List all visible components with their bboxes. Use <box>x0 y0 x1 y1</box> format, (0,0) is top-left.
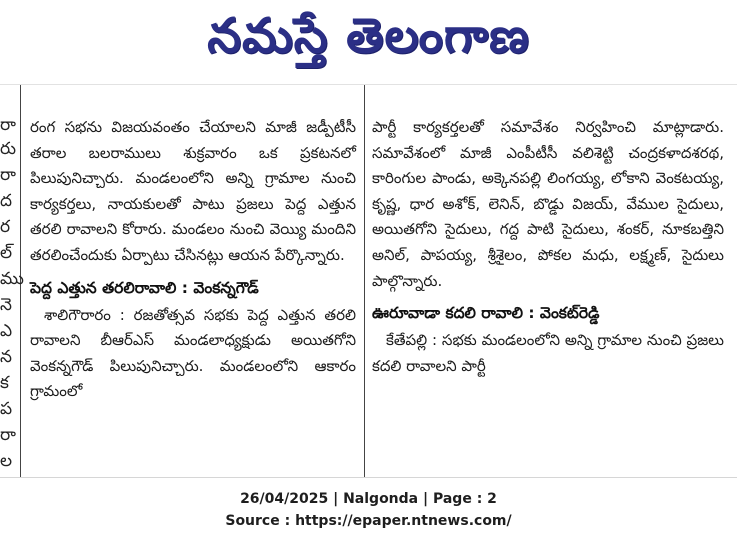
newspaper-title: నమస్తే తెలంగాణ <box>207 8 530 64</box>
edge-fragment: రా <box>0 165 16 185</box>
edge-fragment: ద <box>0 191 13 211</box>
edge-fragment: క <box>0 373 9 393</box>
left-paragraph-2: శాలిగౌరారం : రజతోత్సవ సభకు పెద్ద ఎత్తున తరలి రావాలని బీఆర్ఎస్ మండలాధ్యక్షుడు అయితగోని వెంకన్నగౌడ్ పిలుపునిచ్చారు. మండలంలోని ఆకారం గ్రామంలో <box>30 305 356 401</box>
source-line: Source : https://epaper.ntnews.com/ <box>225 513 512 529</box>
edge-fragment: రా <box>0 425 16 445</box>
right-paragraph-1: పార్టీ కార్యకర్తలతో సమావేశం నిర్వహించి మాట్లాడారు. సమావేశంలో మాజీ ఎంపీటీసీ వలిశెట్టి చంద్రకళాదశరథ, కారింగుల పాండు, అక్కెనపల్లి లింగయ్య, లోకాని వెంకటయ్య, కృష్ణ, ధార అశోక్, లెనిన్, బొడ్డు విజయ్, వేముల సైదులు, అయితగోని సైదులు, గద్ద పాటి సైదులు, శంకర్, నూకబత్తిని అనిల్, పాపయ్య, శ్రీశైలం, పోకల మధు, లక్ష్మణ్, సైదులు పాల్గొన్నారు. <box>372 118 724 290</box>
middle-column-rule <box>364 85 365 477</box>
right-paragraph-2: కేతేపల్లి : సభకు మండలంలోని అన్ని గ్రామాల నుంచి ప్రజలు కదలి రావాలని పార్టీ <box>372 331 724 375</box>
article-clipping <box>0 84 737 478</box>
left-edge-fragments <box>0 85 24 477</box>
right-column <box>372 85 724 477</box>
right-subheading: ఊరూవాడా కదలి రావాలి : వెంకట్‌రెడ్డి <box>372 304 600 323</box>
edge-fragment: ఎ <box>0 321 13 341</box>
edge-fragment: ర <box>0 217 11 237</box>
left-paragraph-1: రంగ సభను విజయవంతం చేయాలని మాజీ జడ్పీటీసీ తరాల బలరాములు శుక్రవారం ఒక ప్రకటనలో పిలుపునిచ్చారు. మండలంలోని అన్ని గ్రామాల నుంచి కార్యకర్తలు, నాయకులతో పాటు ప్రజలు పెద్ద ఎత్తున తరలి రావాలని కోరారు. మండలం నుంచి వెయ్యి మందిని తరలించేందుకు ఏర్పాటు చేసినట్లు ఆయన పేర్కొన్నారు. <box>30 118 356 264</box>
edge-fragment: ప <box>0 399 13 419</box>
source-footer <box>0 488 737 532</box>
edge-fragment: న <box>0 347 12 367</box>
edge-fragment: రు <box>0 139 16 159</box>
left-subheading: పెద్ద ఎత్తున తరలిరావాలి : వెంకన్నగౌడ్ <box>30 278 259 297</box>
edge-fragment: నె <box>0 295 12 315</box>
left-column <box>30 85 356 477</box>
masthead <box>0 0 737 84</box>
edge-fragment: రా <box>0 115 16 135</box>
edge-fragment: ల్ <box>0 243 13 263</box>
edge-fragment: ల <box>0 451 13 471</box>
edge-fragment: ము <box>0 269 24 289</box>
date-edition-line: 26/04/2025 | Nalgonda | Page : 2 <box>240 491 497 507</box>
